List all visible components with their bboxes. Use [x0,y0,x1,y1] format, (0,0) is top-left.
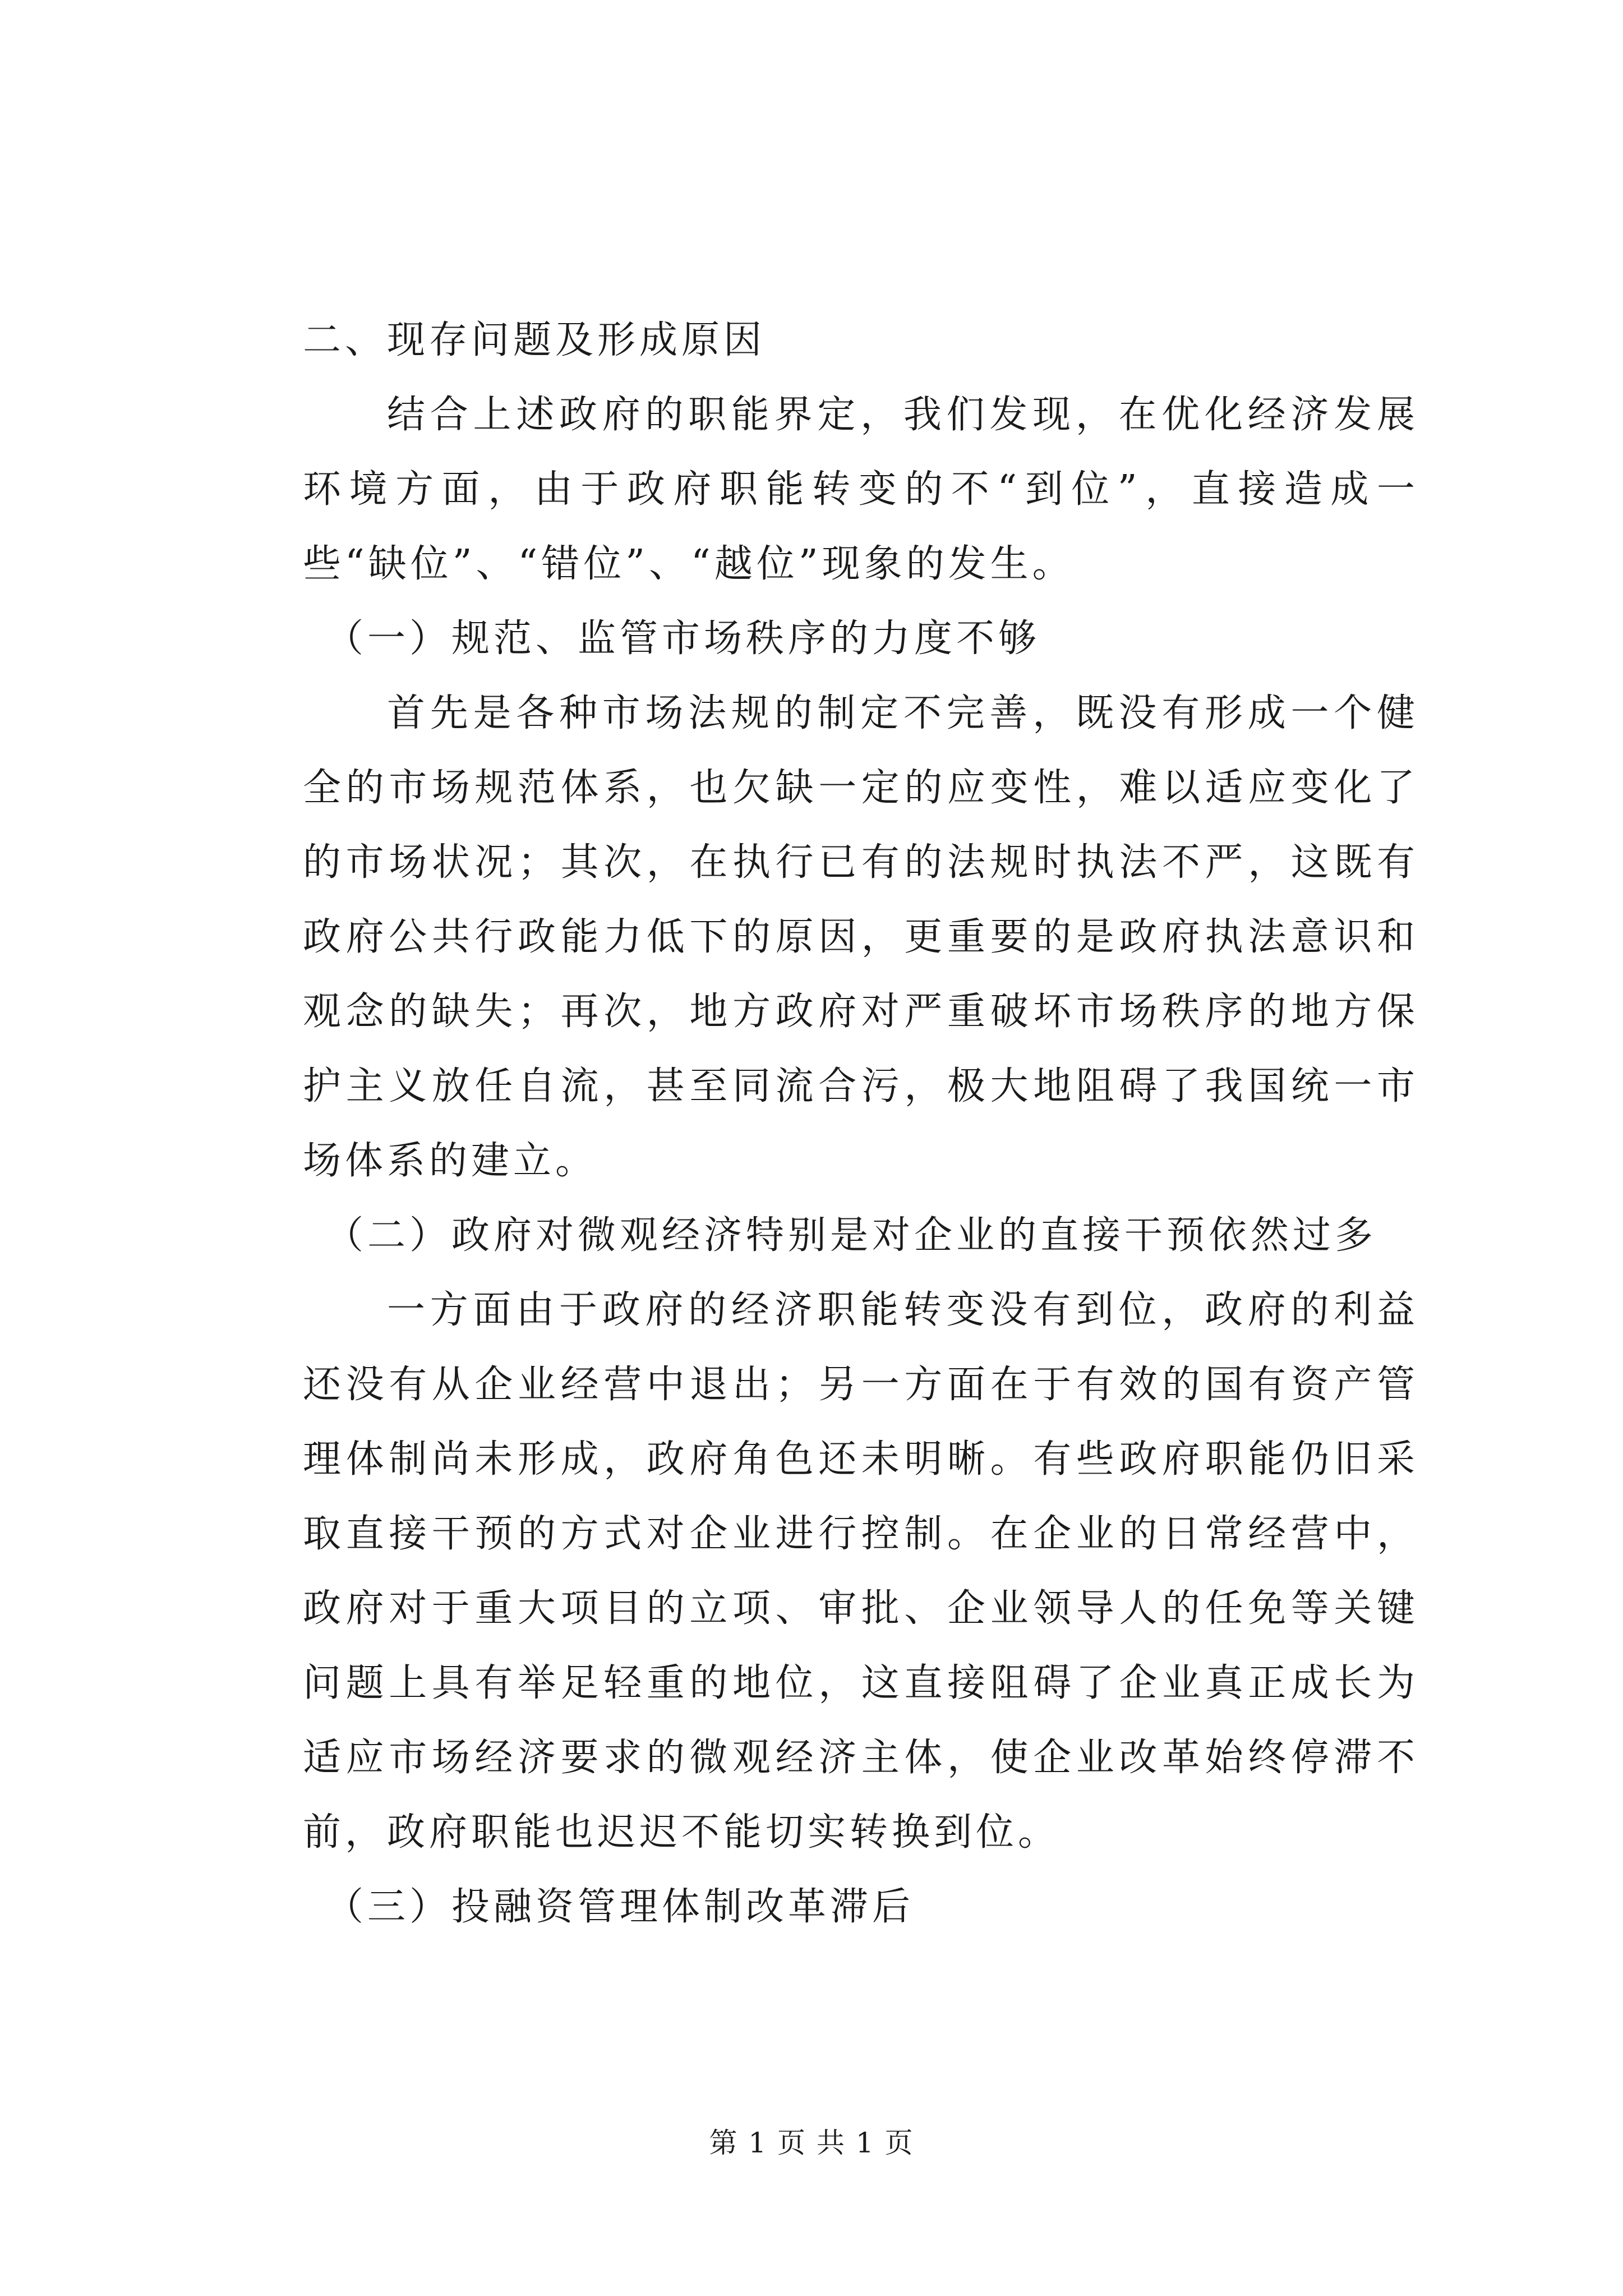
document-body [303,303,1419,1944]
subsection-1-title: （一）规范、监管市场秩序的力度不够 [325,616,1041,661]
section-title: 二、现存问题及形成原因 [303,318,766,362]
page-number-label: 第 1 页 共 1 页 [709,2127,914,2159]
subsection-1-body: 首先是各种市场法规的制定不完善，既没有形成一个健全的市场规范体系，也欠缺一定的应变性，难以适应变化了的市场状况；其次，在执行已有的法规时执法不严，这既有政府公共行政能力低下的原因，更重要的是政府执法意识和观念的缺失；再次，地方政府对严重破坏市场秩序的地方保护主义放任自流，甚至同流合污，极大地阻碍了我国统一市场体系的建立。 [303,691,1419,1183]
subsection-3-title: （三）投融资管理体制改革滞后 [325,1885,915,1929]
intro-paragraph: 结合上述政府的职能界定，我们发现，在优化经济发展环境方面，由于政府职能转变的不“到位”，直接造成一些“缺位”、“错位”、“越位”现象的发生。 [303,393,1419,586]
subsection-2-title: （二）政府对微观经济特别是对企业的直接干预依然过多 [325,1213,1377,1258]
subsection-2-body: 一方面由于政府的经济职能转变没有到位，政府的利益还没有从企业经营中退出；另一方面在于有效的国有资产管理体制尚未形成，政府角色还未明晰。有些政府职能仍旧采取直接干预的方式对企业进行控制。在企业的日常经营中，政府对于重大项目的立项、审批、企业领导人的任免等关键问题上具有举足轻重的地位，这直接阻碍了企业真正成长为适应市场经济要求的微观经济主体，使企业改革始终停滞不前，政府职能也迟迟不能切实转换到位。 [303,1288,1419,1855]
page-footer [0,2120,1623,2161]
